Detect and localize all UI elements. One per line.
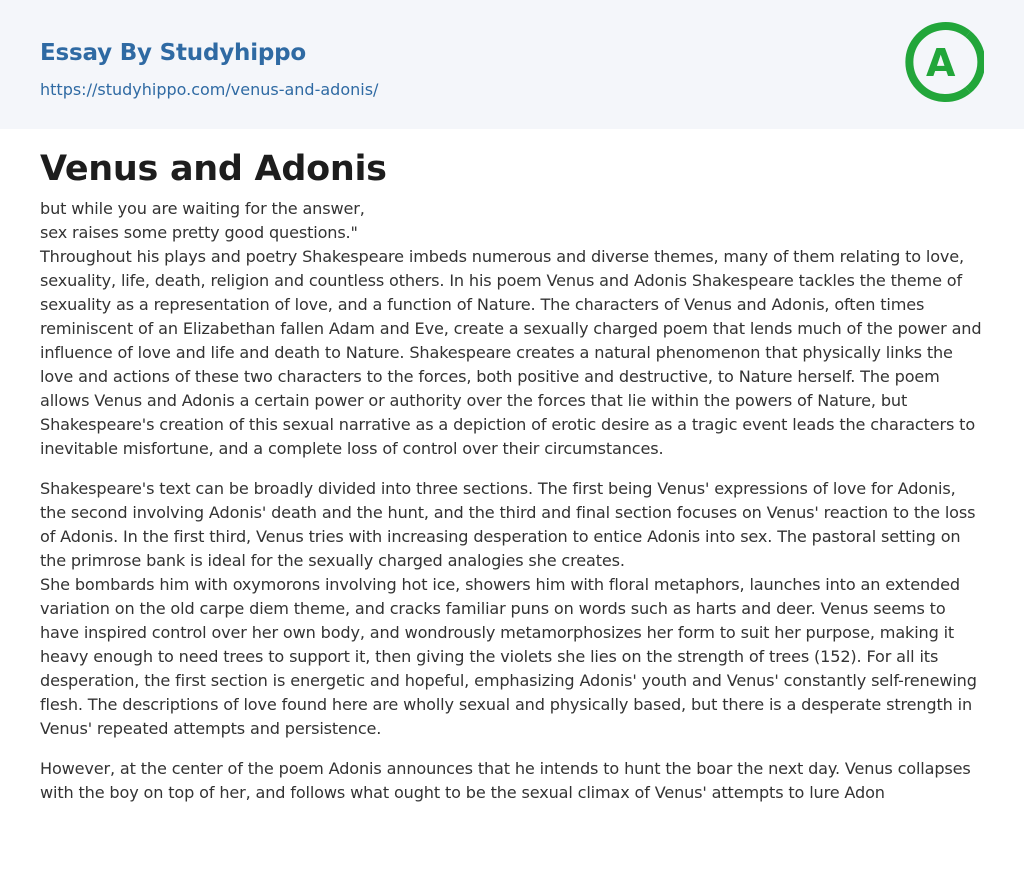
paragraph-text: Throughout his plays and poetry Shakespeare imbeds numerous and diverse themes, many of them relating to love, sexuality, life, death, religion and countless others. In his poem Venus and Adonis Shakespeare tackles the theme of sexuality as a representation of love, and a function of Nature. The characters of Venus and Adonis, often times reminiscent of an Elizabethan fallen Adam and Eve, create a sexually charged poem that lends much of the power and influence of love and life and death to Nature. Shakespeare creates a natural phenomenon that physically links the love and actions of these two characters to the forces, both positive and destructive, to Nature herself. The poem allows Venus and Adonis a certain power or authority over the forces that lie within the powers of Nature, but Shakespeare's creation of this sexual narrative as a depiction of erotic desire as a tragic event leads the characters to inevitable misfortune, and a complete loss of control over their circumstances.: [40, 247, 982, 458]
site-header: [0, 0, 1024, 129]
quote-line-2: sex raises some pretty good questions.": [40, 223, 358, 242]
essay-paragraph-2: [40, 477, 984, 741]
logo-letter: A: [926, 41, 956, 85]
studyhippo-logo-icon[interactable]: [900, 20, 984, 104]
brand-title: Essay By Studyhippo: [40, 40, 307, 66]
paragraph-text: She bombards him with oxymorons involving hot ice, showers him with floral metaphors, launches into an extended variation on the old carpe diem theme, and cracks familiar puns on words such as harts and deer. Venus seems to have inspired control over her own body, and wondrously metamorphosizes her form to suit her purpose, making it heavy enough to need trees to support it, then giving the violets she lies on the strength of trees (152). For all its desperation, the first section is energetic and hopeful, emphasizing Adonis' youth and Venus' constantly self-renewing flesh. The descriptions of love found here are wholly sexual and physically based, but there is a desperate strength in Venus' repeated attempts and persistence.: [40, 575, 977, 738]
paragraph-text: Shakespeare's text can be broadly divided into three sections. The first being Venus' expressions of love for Adonis, the second involving Adonis' death and the hunt, and the third and final section focuses on Venus' reaction to the loss of Adonis. In the first third, Venus tries with increasing desperation to entice Adonis into sex. The pastoral setting on the primrose bank is ideal for the sexually charged analogies she creates.: [40, 479, 976, 570]
essay-paragraph-3: [40, 757, 984, 805]
quote-line-1: but while you are waiting for the answer,: [40, 199, 365, 218]
paragraph-text: However, at the center of the poem Adonis announces that he intends to hunt the boar the next day. Venus collapses with the boy on top of her, and follows what ought to be the sexual climax of Venus' attempts to lure Adon: [40, 759, 971, 802]
essay-content: [0, 129, 1024, 805]
essay-paragraph-1: [40, 197, 984, 461]
essay-title: Venus and Adonis: [40, 149, 387, 189]
source-url-link[interactable]: https://studyhippo.com/venus-and-adonis/: [40, 80, 379, 99]
